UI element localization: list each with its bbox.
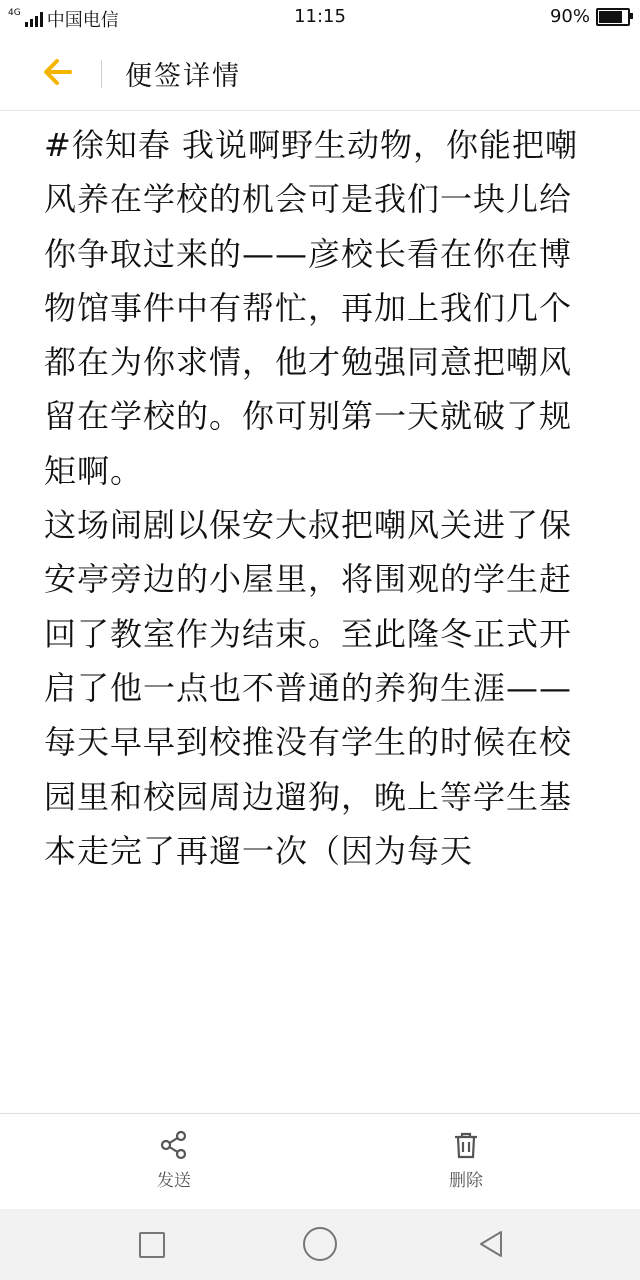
battery-icon bbox=[596, 8, 630, 26]
note-content-area[interactable] bbox=[0, 112, 640, 1112]
battery-fill bbox=[599, 11, 622, 23]
share-button[interactable] bbox=[134, 1130, 214, 1191]
square-icon[interactable] bbox=[139, 1232, 165, 1258]
share-icon bbox=[159, 1130, 189, 1160]
status-bar bbox=[0, 0, 640, 34]
bottom-toolbar bbox=[0, 1113, 640, 1210]
circle-icon[interactable] bbox=[303, 1227, 337, 1261]
carrier-name: 中国电信 bbox=[46, 10, 119, 31]
note-text[interactable]: #徐知春 我说啊野生动物，你能把嘲风养在学校的机会可是我们一块儿给你争取过来的——彦校长看在你在博物馆事件中有帮忙，再加上我们几个都在为你求情，他才勉强同意把嘲风留在学校的。你可别第一天就破了规矩啊。 这场闹剧以保安大叔把嘲风关进了保安亭旁边的小屋里，将围观的学生赶回了教室作为结束。至此隆冬正式开启了他一点也不普通的养狗生涯——每天早早到校推没有学生的时候在校园里和校园周边遛狗，晚上等学生基本走完了再遛一次（因为每天 bbox=[44, 126, 578, 870]
status-time: 11:15 bbox=[294, 6, 346, 27]
delete-button[interactable] bbox=[426, 1130, 506, 1191]
status-right bbox=[550, 6, 630, 27]
share-label: 发送 bbox=[157, 1171, 191, 1191]
page-title: 便签详情 bbox=[125, 61, 241, 92]
network-type: 4G bbox=[8, 8, 21, 18]
delete-label: 删除 bbox=[449, 1171, 483, 1191]
triangle-back-icon[interactable] bbox=[476, 1229, 506, 1263]
header-divider bbox=[101, 60, 102, 88]
system-nav-bar bbox=[0, 1209, 640, 1280]
back-arrow-icon[interactable] bbox=[40, 54, 76, 90]
app-header bbox=[0, 34, 640, 111]
trash-icon bbox=[451, 1130, 481, 1160]
battery-percent: 90% bbox=[549, 6, 590, 27]
